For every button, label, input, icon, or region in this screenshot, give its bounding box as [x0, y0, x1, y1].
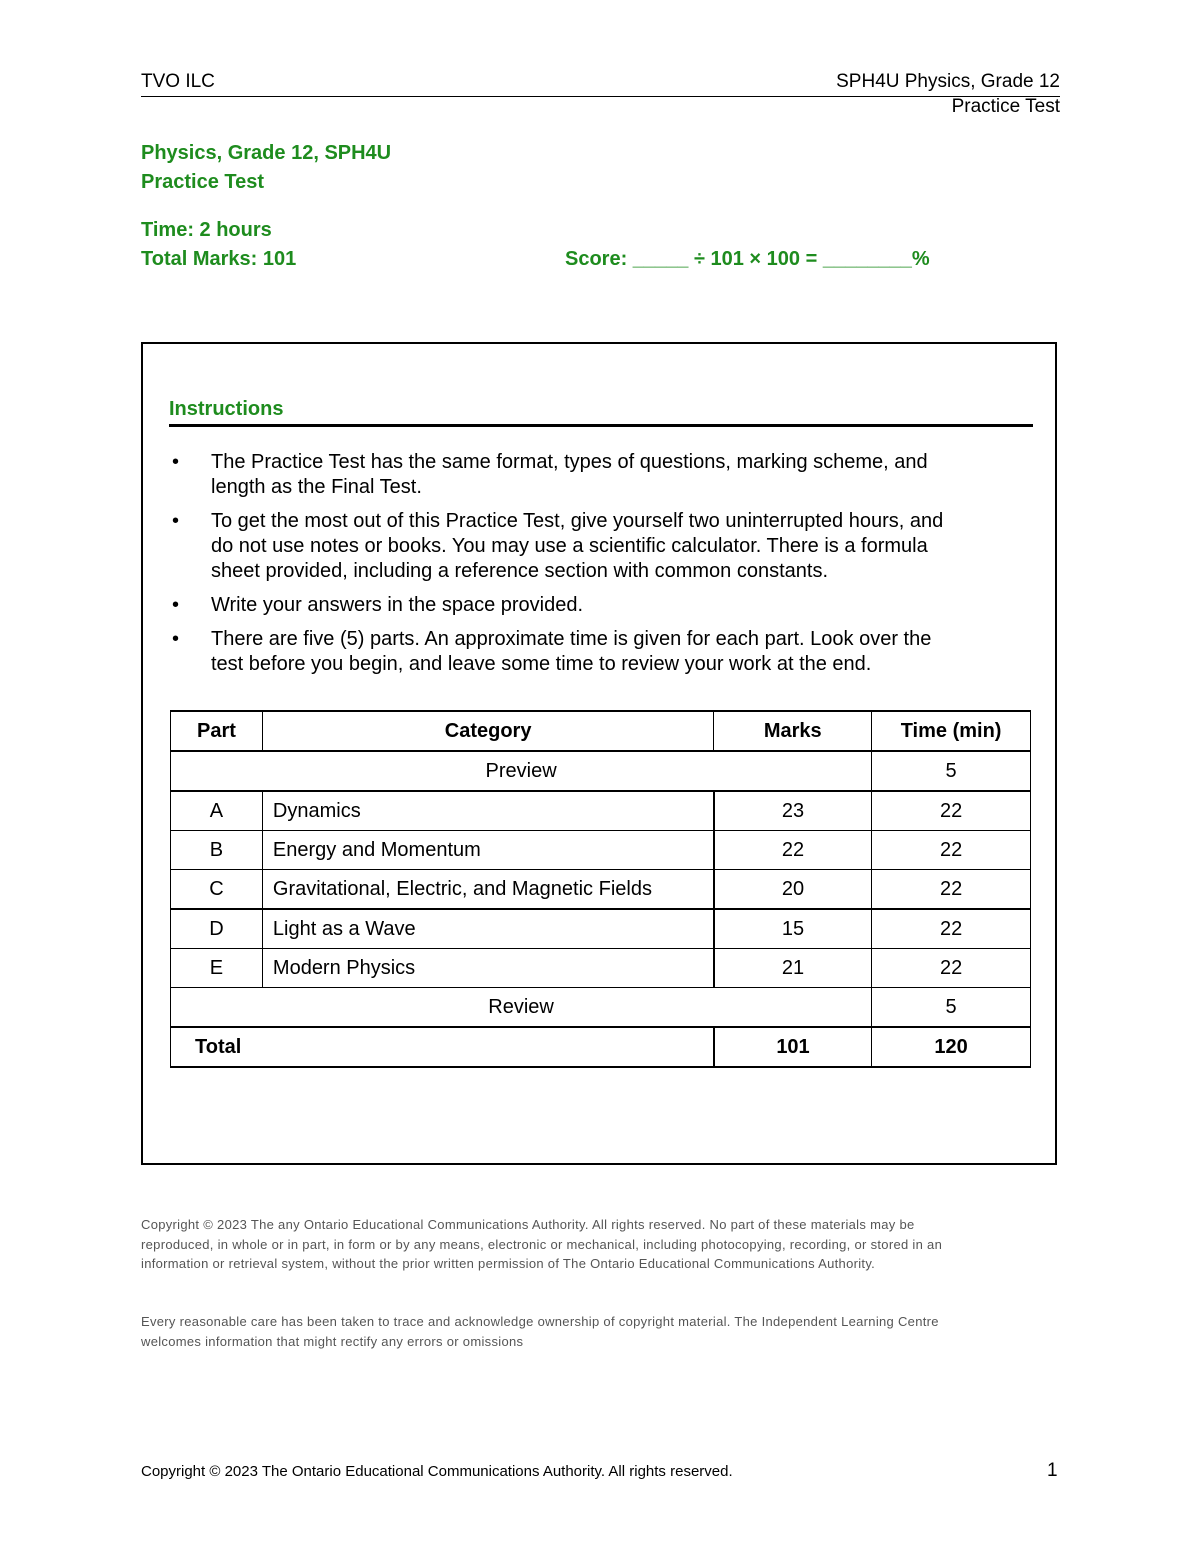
row-time: 22 [872, 870, 1031, 910]
review-time: 5 [872, 988, 1031, 1028]
table-row [171, 949, 1031, 988]
preview-row [171, 751, 1031, 791]
review-row [171, 988, 1031, 1028]
row-category: Light as a Wave [262, 909, 713, 949]
preview-label: Preview [171, 751, 872, 791]
header-category: Category [262, 711, 713, 751]
row-part: E [171, 949, 263, 988]
time-allowed: Time: 2 hours [141, 219, 272, 241]
row-marks: 15 [714, 909, 872, 949]
page-header [141, 70, 1060, 97]
table-row [171, 870, 1031, 910]
row-marks: 20 [714, 870, 872, 910]
instruction-item: • Write your answers in the space provided. [169, 593, 969, 618]
row-marks: 23 [714, 791, 872, 831]
copyright-notice: Copyright © 2023 The any Ontario Educational Communications Authority. All rights reserved. No part of these materials may be reproduced, in whole or in part, in form or by any means, electronic or mechanical, including photocopying, recording, or stored in an information or retrieval system, without the prior written permission of The Ontario Educational Communications Authority. [141, 1217, 943, 1271]
header-org: TVO ILC [141, 71, 215, 92]
score-formula: Score: _____ ÷ 101 × 100 = ________% [565, 248, 930, 270]
header-time: Time (min) [872, 711, 1031, 751]
test-title: Practice Test [141, 171, 265, 193]
row-part: C [171, 870, 263, 910]
header-marks: Marks [714, 711, 872, 751]
row-marks: 22 [714, 831, 872, 870]
table-row [171, 791, 1031, 831]
instruction-item: • There are five (5) parts. An approximate time is given for each part. Look over the test before you begin, and leave some time to review your work at the end. [169, 627, 969, 677]
table-row [171, 831, 1031, 870]
row-part: D [171, 909, 263, 949]
row-time: 22 [872, 831, 1031, 870]
preview-time: 5 [872, 751, 1031, 791]
row-marks: 21 [714, 949, 872, 988]
total-row [171, 1027, 1031, 1067]
table-row [171, 909, 1031, 949]
row-time: 22 [872, 949, 1031, 988]
total-marks-cell: 101 [714, 1027, 872, 1067]
instructions-box [141, 342, 1057, 1165]
instruction-item: • To get the most out of this Practice Test, give yourself two uninterrupted hours, and do not use notes or books. You may use a scientific calculator. There is a formula sheet provided, including a reference section with common constants. [169, 509, 969, 584]
total-label: Total [171, 1027, 714, 1067]
total-time-cell: 120 [872, 1027, 1031, 1067]
total-marks: Total Marks: 101 [141, 248, 297, 270]
row-category: Energy and Momentum [262, 831, 713, 870]
parts-table [170, 710, 1031, 1068]
instructions-list [169, 450, 969, 686]
header-part: Part [171, 711, 263, 751]
row-time: 22 [872, 791, 1031, 831]
header-subtitle: Practice Test [951, 96, 1060, 117]
course-title: Physics, Grade 12, SPH4U [141, 142, 392, 164]
page-number: 1 [1047, 1460, 1058, 1481]
row-part: B [171, 831, 263, 870]
row-time: 22 [872, 909, 1031, 949]
row-part: A [171, 791, 263, 831]
row-category: Gravitational, Electric, and Magnetic Fields [262, 870, 713, 910]
instruction-item: • The Practice Test has the same format, types of questions, marking scheme, and length as the Final Test. [169, 450, 969, 500]
row-category: Dynamics [262, 791, 713, 831]
instructions-heading: Instructions [169, 398, 1033, 427]
header-course: SPH4U Physics, Grade 12 [836, 71, 1060, 92]
table-header-row [171, 711, 1031, 751]
review-label: Review [171, 988, 872, 1028]
footer-copyright: Copyright © 2023 The Ontario Educational Communications Authority. All rights reserved. [141, 1463, 733, 1480]
acknowledgement-notice: Every reasonable care has been taken to trace and acknowledge ownership of copyright material. The Independent Learning Centre welcomes information that might rectify any errors or omissions [141, 1314, 939, 1349]
row-category: Modern Physics [262, 949, 713, 988]
